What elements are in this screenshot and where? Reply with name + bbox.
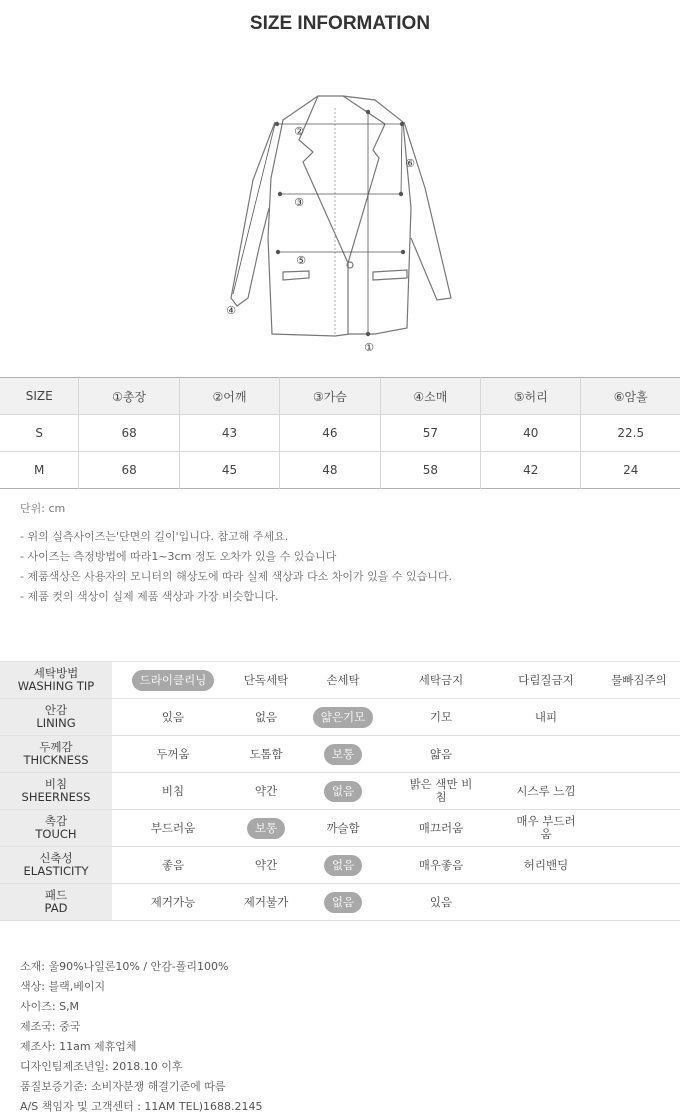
property-option (401, 662, 481, 698)
size-notes (20, 527, 452, 607)
property-label-ko: 패드 (44, 888, 68, 902)
property-option (128, 699, 218, 735)
marker-2: ② (294, 125, 304, 138)
property-option-text: 내피 (534, 709, 558, 724)
property-option (226, 699, 306, 735)
property-row (0, 773, 680, 810)
property-label-ko: 두께감 (39, 740, 73, 754)
property-label-en: LINING (36, 716, 76, 730)
property-option-text: 단독세탁 (243, 672, 289, 687)
property-option (226, 662, 306, 698)
property-option-text: 있음 (161, 709, 185, 724)
property-option-text: 세탁금지 (418, 672, 464, 687)
property-option (226, 773, 306, 809)
property-label-en: ELASTICITY (23, 864, 89, 878)
property-option-text: 있음 (429, 894, 453, 909)
property-label (0, 773, 112, 809)
info-item: 제조사: 11am 제휴업체 (20, 1040, 137, 1053)
property-label-ko: 세탁방법 (33, 666, 79, 680)
property-label (0, 884, 112, 920)
marker-5: ⑤ (296, 254, 306, 267)
property-row (0, 810, 680, 847)
header-cell: ⑤허리 (481, 378, 581, 415)
property-option-text: 도톰함 (249, 746, 283, 761)
property-label-ko: 비침 (44, 777, 68, 791)
property-option-selected: 없음 (324, 855, 362, 876)
property-option-text: 얇음 (429, 746, 453, 761)
property-option (128, 773, 218, 809)
product-properties-table (0, 661, 680, 921)
property-option-text: 매끄러움 (418, 820, 464, 835)
property-option-text: 손세탁 (326, 672, 360, 687)
marker-6: ⑥ (405, 157, 415, 170)
property-row (0, 736, 680, 773)
property-row (0, 847, 680, 884)
property-label-en: PAD (44, 901, 68, 915)
property-option-text: 두꺼움 (156, 746, 190, 761)
property-option-text: 부드러움 (150, 820, 196, 835)
marker-1: ① (364, 341, 374, 354)
property-option (401, 773, 481, 809)
property-option-text: 제거가능 (150, 894, 196, 909)
property-option (128, 810, 218, 846)
product-info-list (20, 957, 263, 1116)
unit-label: 단위: cm (20, 502, 66, 515)
property-label (0, 662, 112, 698)
table-cell: 45 (179, 452, 279, 489)
property-option-text: 좋음 (161, 857, 185, 872)
info-item: 색상: 블랙,베이지 (20, 980, 106, 993)
table-cell: 42 (481, 452, 581, 489)
property-label-ko: 안감 (44, 703, 68, 717)
property-option-text: 매우좋음 (418, 857, 464, 872)
property-row (0, 884, 680, 921)
property-row (0, 699, 680, 736)
property-label (0, 847, 112, 883)
property-option-text: 허리밴딩 (523, 857, 569, 872)
property-option (401, 847, 481, 883)
property-option-selected: 보통 (247, 818, 285, 839)
property-option-text: 다림질금지 (518, 672, 574, 687)
note-item: - 제품 컷의 색상이 실제 제품 색상과 가장 비슷합니다. (20, 590, 279, 603)
property-option-selected: 얇은기모 (313, 707, 373, 728)
marker-3: ③ (294, 196, 304, 209)
property-option (226, 884, 306, 920)
info-item: 소재: 울90%나일론10% / 안감-폴리100% (20, 960, 229, 973)
table-cell: 68 (79, 415, 179, 452)
header-cell: ④소매 (380, 378, 480, 415)
property-option-text: 제거불가 (243, 894, 289, 909)
property-option (128, 662, 218, 698)
property-option (303, 773, 383, 809)
property-label-en: TOUCH (35, 827, 77, 841)
property-option-selected: 없음 (324, 781, 362, 802)
property-option (303, 736, 383, 772)
header-cell: ②어깨 (179, 378, 279, 415)
header-cell: ⑥암홀 (613, 389, 648, 404)
size-table-header (0, 378, 680, 415)
note-item: - 위의 실측사이즈는'단면의 길이'입니다. 참고해 주세요. (20, 530, 289, 543)
property-option-selected: 없음 (324, 892, 362, 913)
property-option (303, 810, 383, 846)
table-cell: 57 (380, 415, 480, 452)
info-item: A/S 책임자 및 고객센터 : 11AM TEL)1688.2145 (20, 1100, 263, 1113)
property-label (0, 736, 112, 772)
property-option (401, 736, 481, 772)
property-option (303, 884, 383, 920)
note-item: - 제품색상은 사용자의 모니터의 해상도에 따라 실제 색상과 다소 차이가 있을 수 있습니다. (20, 570, 452, 583)
property-option (401, 810, 481, 846)
property-option-text: 매우 부드러움 (516, 814, 576, 841)
property-option-text: 까슬함 (326, 820, 360, 835)
table-cell: 24 (623, 463, 639, 477)
jacket-diagram (215, 88, 465, 360)
property-option (226, 736, 306, 772)
table-cell: 43 (179, 415, 279, 452)
property-option (303, 699, 383, 735)
property-option (599, 662, 679, 698)
table-cell: 48 (280, 452, 380, 489)
marker-4: ④ (226, 304, 236, 317)
property-option-selected: 드라이클리닝 (132, 670, 215, 691)
table-cell: 46 (280, 415, 380, 452)
property-option-text: 밝은 색만 비침 (409, 777, 473, 804)
header-cell: SIZE (0, 378, 79, 415)
info-item: 제조국: 중국 (20, 1020, 81, 1033)
property-option (226, 810, 306, 846)
property-option-text: 비침 (161, 783, 185, 798)
property-option (401, 884, 481, 920)
property-option-text: 물빠짐주의 (611, 672, 667, 687)
property-option (303, 847, 383, 883)
table-row (0, 415, 680, 452)
property-label-en: WASHING TIP (17, 679, 95, 693)
property-label-ko: 신축성 (39, 851, 73, 865)
info-item: 사이즈: S,M (20, 1000, 80, 1013)
property-option (506, 847, 586, 883)
property-label-en: SHEERNESS (21, 790, 91, 804)
property-option (303, 662, 383, 698)
size-table (0, 377, 680, 489)
table-cell: M (0, 452, 79, 489)
property-option (226, 847, 306, 883)
property-option-selected: 보통 (324, 744, 362, 765)
property-label (0, 699, 112, 735)
info-item: 품질보증기준: 소비자분쟁 해결기준에 따름 (20, 1080, 226, 1093)
header-cell: ①총장 (79, 378, 179, 415)
property-label-ko: 촉감 (44, 814, 68, 828)
property-option (506, 699, 586, 735)
property-option-text: 없음 (254, 709, 278, 724)
table-row (0, 452, 680, 489)
property-row (0, 662, 680, 699)
property-option (506, 662, 586, 698)
property-option-text: 약간 (254, 783, 278, 798)
note-item: - 사이즈는 측정방법에 따라1~3cm 정도 오차가 있을 수 있습니다 (20, 550, 337, 563)
property-option (128, 847, 218, 883)
property-option (128, 736, 218, 772)
table-cell: 40 (481, 415, 581, 452)
property-option (401, 699, 481, 735)
info-item: 디자인팀제조년일: 2018.10 이후 (20, 1060, 183, 1073)
table-cell: 22.5 (617, 426, 645, 440)
table-cell: 68 (79, 452, 179, 489)
table-cell: S (0, 415, 79, 452)
property-option-text: 시스루 느낌 (516, 783, 576, 798)
property-option-text: 약간 (254, 857, 278, 872)
table-cell: 58 (380, 452, 480, 489)
property-option (506, 773, 586, 809)
property-label (0, 810, 112, 846)
property-label-en: THICKNESS (23, 753, 89, 767)
property-option-text: 기모 (429, 709, 453, 724)
property-option (128, 884, 218, 920)
page-title: SIZE INFORMATION (249, 13, 431, 34)
property-option (506, 810, 586, 846)
header-cell: ③가슴 (280, 378, 380, 415)
